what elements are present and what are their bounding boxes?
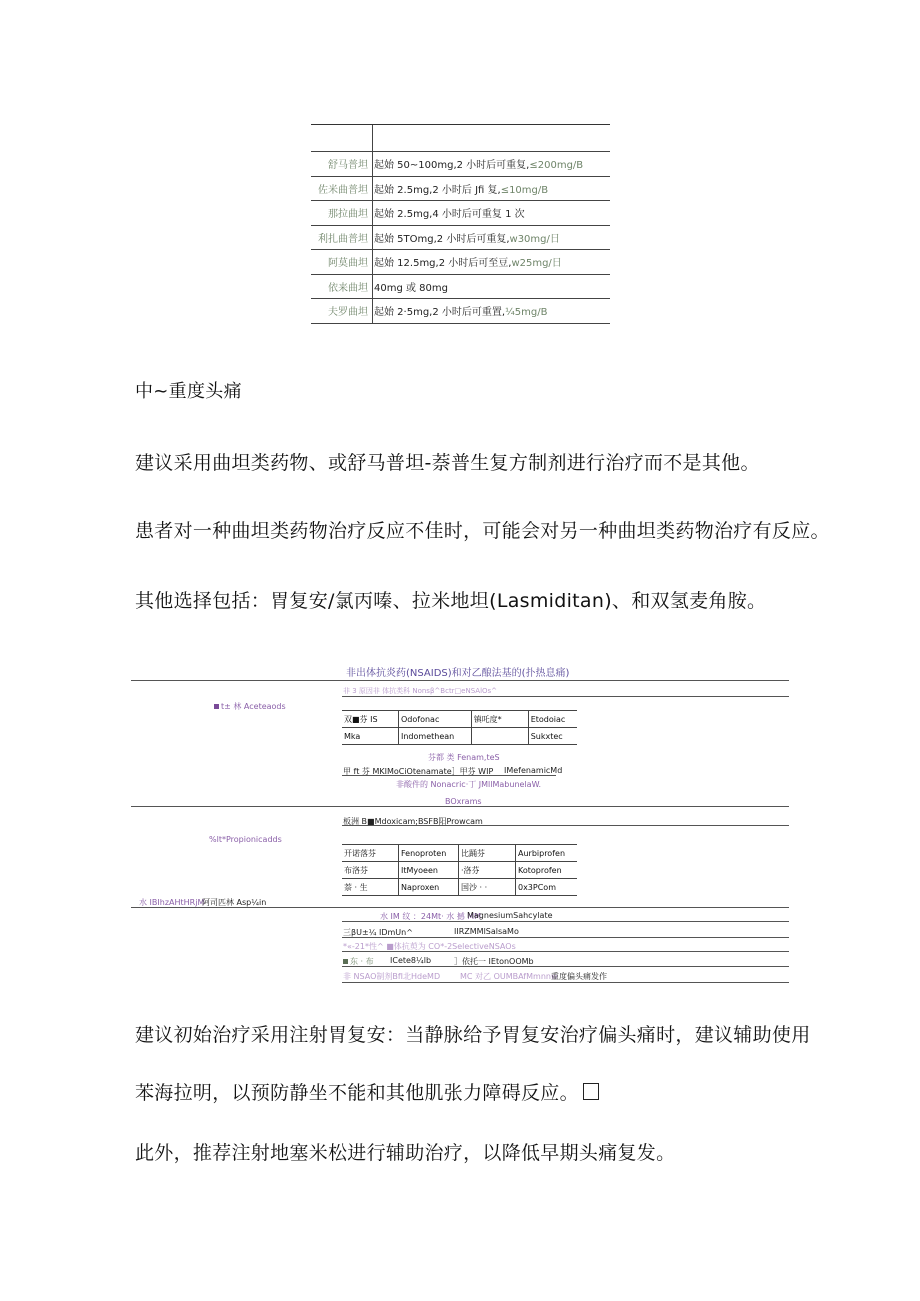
salsalate-rule <box>342 937 789 938</box>
max-dose-note: w25mg/日 <box>511 258 562 270</box>
table-cell: ItMyoeen <box>399 862 459 879</box>
section-heading: 中~重度头痛 <box>135 381 242 402</box>
celecoxib-rule <box>342 966 789 967</box>
dose-cell <box>373 181 548 196</box>
table-cell: Kotoprofen <box>515 862 577 879</box>
dose-cell <box>373 230 560 245</box>
triptan-dosage-table <box>311 124 610 324</box>
fenamates-rule <box>342 775 556 776</box>
dose-text: 起始 2.5mg,2 小时后 Jfi 复, <box>374 184 501 196</box>
dose-text: 起始 2.5mg,4 小时后可重复 1 次 <box>374 209 525 221</box>
salsalate-a: 三βU±¼ IDmUn^ <box>343 928 413 937</box>
nonacidic-label: 非酸件的 Nonacric·丁 JMllMabunelaW. <box>396 780 542 789</box>
paragraph-1: 建议采用曲坦类药物、或舒马普坦-萘普生复方制剂进行治疗而不是其他。 <box>135 452 760 474</box>
nsaid-bottom-rule <box>342 982 789 983</box>
drug-name-cell: 夫罗曲坦 <box>311 299 373 323</box>
dose-text: 起始 2·5mg,2 小时后可重置, <box>374 307 506 319</box>
cox2-heading: *«-21*性^ ■体抗萸为 CO*-2SelectiveNSAOs <box>343 942 516 951</box>
magnesium-salicylate-purple: 水 IM 纹 ：24Mt· 水 撼 MM <box>380 912 482 921</box>
dose-text: 起始 12.5mg,2 小时后可至豆, <box>374 258 512 270</box>
acetic-acids-label <box>214 701 286 712</box>
table-row <box>311 152 610 177</box>
acetic-acid-table <box>342 710 577 745</box>
dose-cell <box>373 205 525 220</box>
table-cell: Mka <box>342 728 399 745</box>
table-row <box>311 201 610 226</box>
salsalate-b: IIRZMMlSalsaMo <box>454 927 519 936</box>
dose-cell <box>373 156 583 171</box>
paragraph-3: 其他选择包括：胃复安/氯丙嗪、拉米地坦(Lasmiditan)、和双氢麦角胺。 <box>135 590 767 612</box>
max-dose-note: ≤200mg/B <box>529 160 584 172</box>
table-row <box>342 879 577 896</box>
paragraph-5 <box>135 1078 599 1105</box>
salicylic-acids-label: 水 IBIhzAHtHRjM <box>139 898 205 907</box>
nsaid-title: 非出体抗炎药(NSAIDS)和对乙酿法基的(扑热息痛) <box>346 668 570 679</box>
table-header-row <box>311 125 610 152</box>
nsaid-top-rule <box>131 680 789 681</box>
non-nsaid-label: 非 NSAO制剂BfI北HdeMD <box>343 972 441 981</box>
table-cell: Odofonac <box>399 711 472 728</box>
nsaid-sub-rule <box>342 696 789 697</box>
table-row <box>342 862 577 879</box>
table-row <box>311 250 610 275</box>
table-cell: Naproxen <box>399 879 459 896</box>
dose-text: 起始 5TOmg,2 小时后可重复, <box>374 233 510 245</box>
drug-name-cell: 佐米曲普坦 <box>311 177 373 201</box>
magnesium-salicylate-text: MagnesiumSahcylate <box>467 911 553 920</box>
propionic-acids-label: %lt*Propionicadds <box>209 835 282 844</box>
acetaminophen-label: MC 对乙 OUMBAfMmnnw <box>460 972 558 981</box>
table-row <box>311 275 610 300</box>
max-dose-note: ¼5mg/B <box>505 307 548 319</box>
table-cell: 镇吒度* <box>471 711 528 728</box>
salicylate-rule <box>342 921 789 922</box>
piroxicam-text: 板洲 B■Mdoxicam;BSFB阳Prowcam <box>343 817 483 826</box>
dose-cell <box>373 254 562 269</box>
drug-name-cell: 舒马普坦 <box>311 152 373 176</box>
propionic-acid-table <box>342 844 577 896</box>
max-dose-note: w30mg/日 <box>509 233 560 245</box>
table-cell: 双■芬 IS <box>342 711 399 728</box>
celecoxib-text: ICete8¼lb <box>390 956 432 965</box>
table-header-name-cell <box>311 125 373 151</box>
table-cell: Aurbiprofen <box>515 845 577 862</box>
table-cell: 比踊芬 <box>458 845 515 862</box>
meclofenamate-text: 甲 ft 芬 MKIMoCiOtenamate］甲芬 WIP <box>343 767 494 776</box>
max-dose-note: ≤10mg/B <box>500 184 549 196</box>
table-row <box>342 728 577 745</box>
paragraph-4: 建议初始治疗采用注射胃复安：当静脉给予胃复安治疗偏头痛时，建议辅助使用 <box>135 1024 811 1046</box>
etoricoxib-text: ］依托一 IEtonOOMb <box>454 957 534 966</box>
dose-text: 起始 50~100mg,2 小时后可重复, <box>374 160 530 172</box>
table-cell: Fenoproten <box>399 845 459 862</box>
paragraph-6: 此外，推荐注射地塞米松进行辅助治疗，以降低早期头痛复发。 <box>135 1142 676 1164</box>
square-bullet-icon <box>214 704 219 709</box>
paragraph-2: 患者对一种曲坦类药物治疗反应不佳时，可能会对另一种曲坦类药物治疗有反应。 <box>135 520 830 542</box>
dose-cell <box>373 279 448 294</box>
nsaid-middle-rule <box>131 806 789 807</box>
severe-migraine-text: 重度偏头痛发作 <box>551 972 607 981</box>
cox2-rule <box>342 951 789 952</box>
drug-name-cell: 依来曲坦 <box>311 275 373 299</box>
acetic-acids-text: t± 林 Aceteaods <box>221 702 286 711</box>
paragraph-5-text: 苯海拉明，以预防静坐不能和其他肌张力障碍反应。 <box>135 1082 579 1104</box>
dose-cell <box>373 303 547 318</box>
table-cell: 萘 · 生 <box>342 879 399 896</box>
table-row <box>311 177 610 202</box>
table-cell: 布洛芬 <box>342 862 399 879</box>
table-cell: 国沙 · · <box>458 879 515 896</box>
nsaid-subtitle: 非 3 原因非 体抗类科 Nonsβ^Bctr□eNSAlOs^ <box>343 687 498 695</box>
mefenamic-text: IMefenamicMd <box>504 766 563 775</box>
dose-text: 40mg 或 80mg <box>374 282 448 294</box>
table-cell <box>471 728 528 745</box>
drug-name-cell: 那拉曲坦 <box>311 201 373 225</box>
oxicams-label: BOxrams <box>445 797 482 806</box>
table-row <box>342 711 577 728</box>
square-bullet-icon <box>343 959 348 964</box>
table-cell: Indomethean <box>399 728 472 745</box>
table-row <box>311 299 610 324</box>
drug-name-cell: 利扎曲普坦 <box>311 226 373 250</box>
celecoxib-cn: 东 · 布 <box>350 957 374 966</box>
nsaid-lower-rule <box>131 907 789 908</box>
checkbox-icon <box>583 1083 599 1100</box>
drug-name-cell: 阿莫曲坦 <box>311 250 373 274</box>
table-cell: Sukxtec <box>528 728 577 745</box>
table-cell: Etodoiac <box>528 711 577 728</box>
table-row <box>342 845 577 862</box>
table-row <box>311 226 610 251</box>
table-cell: 开诺落芬 <box>342 845 399 862</box>
aspirin-label: 阿司匹林 Asp¼in <box>202 898 267 907</box>
piroxicam-rule <box>342 825 789 826</box>
table-cell: ·洛芬 <box>458 862 515 879</box>
fenamates-label: 芬都 类 Fenam,teS <box>428 753 500 762</box>
table-cell: 0x3PCom <box>515 879 577 896</box>
